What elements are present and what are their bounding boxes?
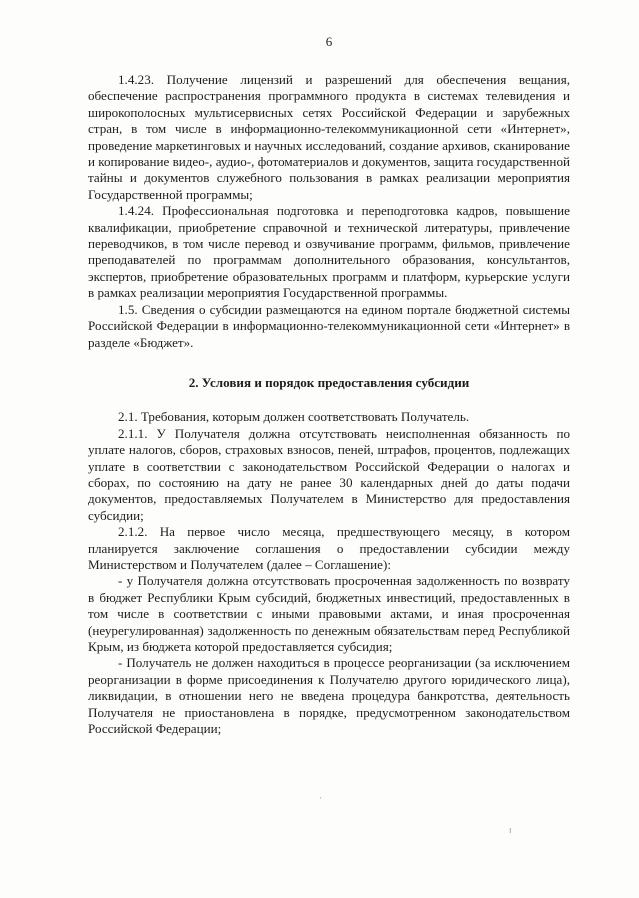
page-number: 6 xyxy=(325,34,333,49)
paragraph-1-4-24: 1.4.24. Профессиональная подготовка и переподготовка кадров, повышение квалификации, приобретение справочной и технической литературы, привлечение переводчиков, в том числе перевод и озвучивание программ, фильмов, привлечение преподавателей по программам дополнительного образования, консультантов, экспертов, приобретение образовательных программ и платформ, курьерские услуги в рамках реализации мероприятия Государственной программы. xyxy=(88,203,570,301)
scan-dot: ı xyxy=(509,826,512,836)
paragraph-1-4-23: 1.4.23. Получение лицензий и разрешений для обеспечения вещания, обеспечение распространения программного продукта в системах телевидения и широкополосных мультисервисных сетях Российской Федерации и зарубежных стран, в том числе в информационно-телекоммуникационной сети «Интернет», проведение маркетинговых и научных исследований, создание архивов, сканирование и копирование видео-, аудио-, фотоматериалов и документов, защита государственной тайны и документов служебного пользования в рамках реализации мероприятия Государственной программы; xyxy=(88,72,570,202)
scan-dot: · xyxy=(319,794,322,804)
list-item-debt: - у Получателя должна отсутствовать просроченная задолженность по возврату в бюджет Республики Крым субсидий, бюджетных инвестиций, предоставленных в том числе в соответствии с иными правовыми актами, и иная просроченная (неурегулированная) задолженность по денежным обязательствам перед Республикой Крым, из бюджета которой предоставляется субсидия; xyxy=(88,573,570,654)
paragraph-2-1-1: 2.1.1. У Получателя должна отсутствовать неисполненная обязанность по уплате налогов, сборов, страховых взносов, пеней, штрафов, процентов, подлежащих уплате в соответствии с законодательством Российской Федерации о налогах и сборах, по состоянию на дату не ранее 30 календарных дней до даты подачи документов, предоставляемых Получателем в Министерство для предоставления субсидии; xyxy=(88,425,570,523)
paragraph-2-1-2: 2.1.2. На первое число месяца, предшествующего месяцу, в котором планируется заключение соглашения о предоставлении субсидии между Министерством и Получателем (далее – Соглашение): xyxy=(88,524,570,572)
paragraph-2-1: 2.1. Требования, которым должен соответствовать Получатель. xyxy=(118,409,470,425)
list-item-reorganization: - Получатель не должен находиться в процессе реорганизации (за исключением реорганизации в форме присоединения к Получателю другого юридического лица), ликвидации, в отношении него не введена процедура банкротства, деятельность Получателя не приостановлена в порядке, предусмотренном законодательством Российской Федерации; xyxy=(88,655,570,737)
paragraph-1-5: 1.5. Сведения о субсидии размещаются на едином портале бюджетной системы Российской Федерации в информационно-телекоммуникационной сети «Интернет» в разделе «Бюджет». xyxy=(88,301,570,350)
section-heading: 2. Условия и порядок предоставления субсидии xyxy=(188,374,470,390)
page-content xyxy=(88,34,570,737)
